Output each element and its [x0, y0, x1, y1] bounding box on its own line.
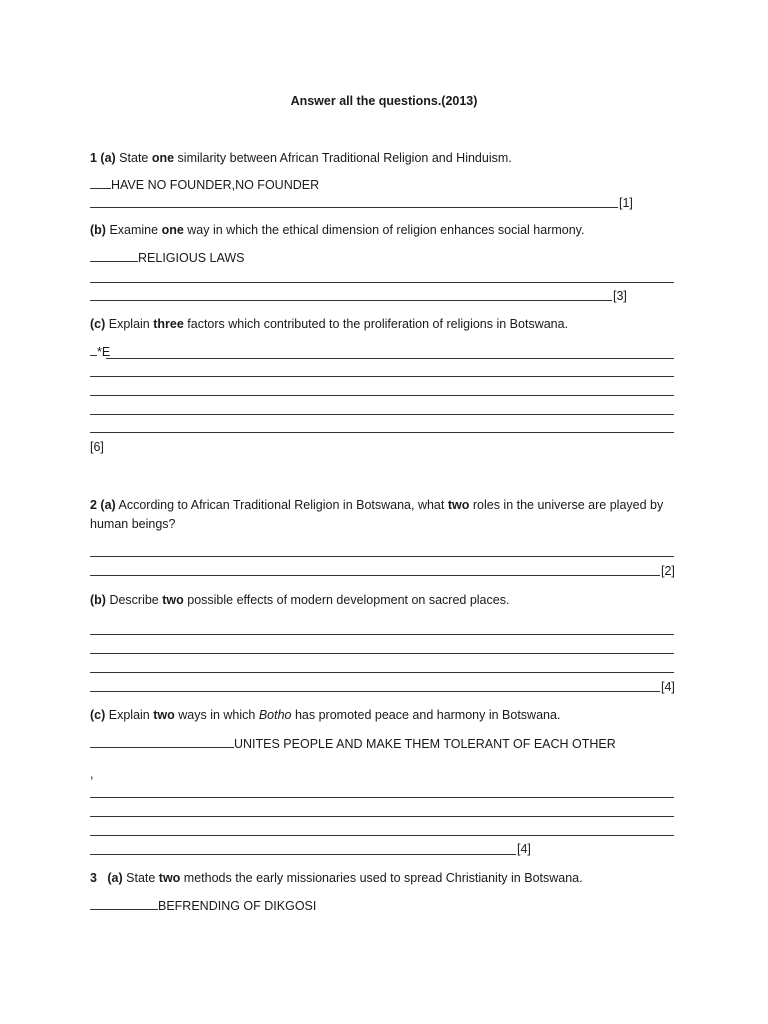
page-title: Answer all the questions.(2013) — [290, 94, 478, 108]
answer-line — [90, 691, 660, 692]
answer-line — [90, 835, 674, 836]
question-3a: 3 (a) State two methods the early missionaries used to spread Christianity in Botswana. — [90, 871, 583, 885]
answer-line — [90, 207, 618, 208]
answer-line — [90, 556, 674, 557]
answer-line — [90, 575, 660, 576]
marks-1c: [6] — [90, 440, 104, 454]
answer-line — [90, 376, 674, 377]
answer-line — [90, 634, 674, 635]
marks-2b: [4] — [661, 680, 675, 694]
answer-line — [90, 653, 674, 654]
question-1b: (b) Examine one way in which the ethical dimension of religion enhances social harmony. — [90, 223, 585, 237]
answer-line — [90, 414, 674, 415]
answer-2c-comma: , — [90, 767, 94, 781]
answer-line — [90, 300, 612, 301]
answer-line — [90, 816, 674, 817]
answer-3a: BEFRENDING OF DIKGOSI — [90, 898, 316, 914]
answer-line — [90, 797, 674, 798]
answer-line — [90, 395, 674, 396]
question-1c: (c) Explain three factors which contributed to the proliferation of religions in Botswana. — [90, 317, 569, 331]
marks-2c: [4] — [517, 842, 531, 856]
answer-1a: HAVE NO FOUNDER,NO FOUNDER — [90, 177, 319, 193]
answer-line — [90, 854, 516, 855]
answer-1c: *E — [90, 344, 110, 360]
marks-2a: [2] — [661, 564, 675, 578]
answer-line — [90, 432, 674, 433]
answer-line — [90, 282, 674, 283]
answer-1b: RELIGIOUS LAWS — [90, 250, 245, 266]
question-1a: 1 (a) State one similarity between African Traditional Religion and Hinduism. — [90, 151, 512, 165]
answer-2c: UNITES PEOPLE AND MAKE THEM TOLERANT OF EACH OTHER — [90, 736, 616, 752]
answer-line — [90, 672, 674, 673]
question-2c: (c) Explain two ways in which Botho has promoted peace and harmony in Botswana. — [90, 708, 561, 722]
question-2a: 2 (a) According to African Traditional Religion in Botswana, what two roles in the universe are played by human beings? — [90, 498, 664, 531]
marks-1b: [3] — [613, 289, 627, 303]
question-2b: (b) Describe two possible effects of modern development on sacred places. — [90, 593, 510, 607]
answer-line — [106, 358, 674, 359]
marks-1a: [1] — [619, 196, 633, 210]
